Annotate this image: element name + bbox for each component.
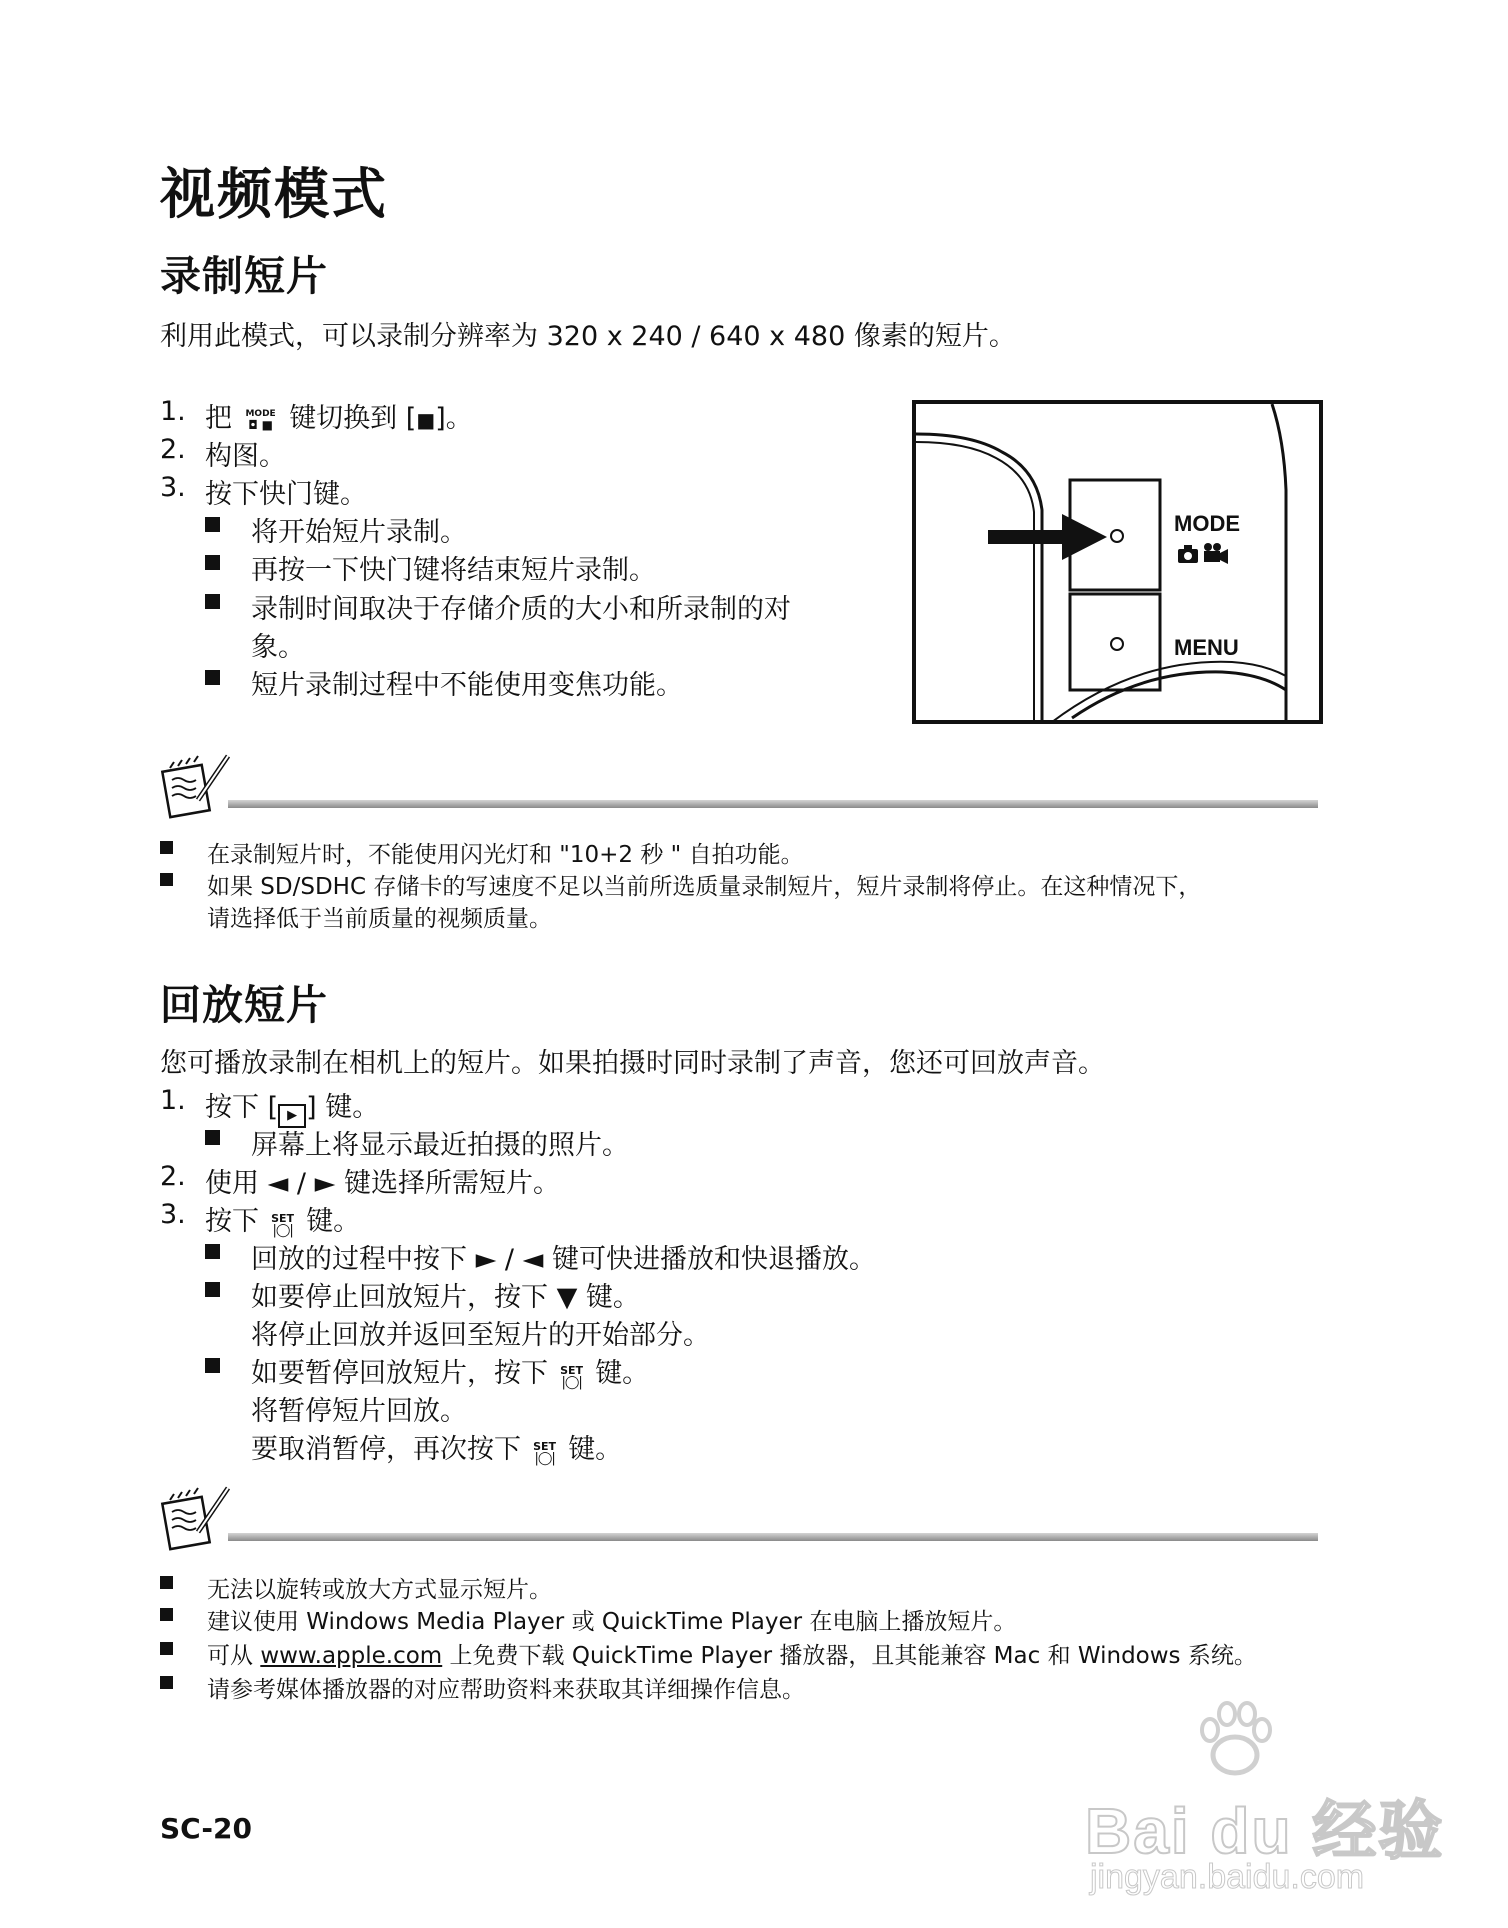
- bullet-square-icon: [160, 1576, 173, 1589]
- mode-button-icon: MODE ◘ ■: [245, 409, 276, 432]
- list-item-text: 屏幕上将显示最近拍摄的照片。: [251, 1130, 629, 1161]
- list-item: [205, 1237, 242, 1268]
- bullet-square-icon: [160, 1608, 173, 1621]
- bullet-square-icon: [205, 594, 220, 609]
- watermark-brand: Bai du 经验: [1085, 1795, 1445, 1867]
- note-text: 请参考媒体播放器的对应帮助资料来获取其详细操作信息。: [207, 1677, 805, 1703]
- step-number: 3.: [160, 472, 186, 503]
- note-text: 建议使用 Windows Media Player 或 QuickTime Player 在电脑上播放短片。: [207, 1609, 1017, 1635]
- apple-website-link[interactable]: www.apple.com: [260, 1643, 443, 1669]
- bullet-square-icon: [160, 841, 173, 854]
- bullet-square-icon: [205, 670, 220, 685]
- note-text: 无法以旋转或放大方式显示短片。: [207, 1577, 552, 1603]
- page-number: SC-20: [160, 1812, 252, 1845]
- list-item-text: 短片录制过程中不能使用变焦功能。: [251, 670, 683, 701]
- step-number: 1.: [160, 1085, 186, 1116]
- note-text-continued: 请选择低于当前质量的视频质量。: [207, 906, 552, 932]
- step-2-record: 构图。: [205, 441, 286, 472]
- playback-button-icon: ▶: [278, 1104, 306, 1128]
- note-text: 在录制短片时，不能使用闪光灯和 "10+2 秒 " 自拍功能。: [207, 842, 804, 868]
- set-button-icon: SET |◯|: [271, 1212, 295, 1238]
- step-number: 2.: [160, 1161, 186, 1192]
- mode-label: MODE: [1174, 511, 1240, 536]
- step-number: 2.: [160, 434, 186, 465]
- bullet-square-icon: [205, 1130, 220, 1145]
- list-item-text: 如要暂停回放短片，按下 SET |◯| 键。: [251, 1358, 650, 1390]
- list-item: [205, 663, 242, 694]
- section-heading-record: 录制短片: [160, 252, 328, 300]
- list-item: [205, 1275, 242, 1306]
- step-number: 3.: [160, 1199, 186, 1230]
- step-number: 1.: [160, 396, 186, 427]
- list-item-text: 回放的过程中按下 ► / ◄ 键可快进播放和快退播放。: [251, 1244, 876, 1275]
- bullet-square-icon: [205, 555, 220, 570]
- note-text: 如果 SD/SDHC 存储卡的写速度不足以当前所选质量录制短片，短片录制将停止。在这种情况下，: [207, 874, 1202, 900]
- baidu-paw-icon: [1190, 1700, 1280, 1784]
- list-item: [205, 1351, 242, 1382]
- bullet-square-icon: [160, 873, 173, 886]
- page-title: 视频模式: [160, 162, 389, 226]
- note-text: 可从 www.apple.com 上免费下载 QuickTime Player 播放器，且其能兼容 Mac 和 Windows 系统。: [207, 1643, 1257, 1669]
- list-item: [205, 1123, 242, 1154]
- bullet-square-icon: [205, 517, 220, 532]
- watermark-url: jingyan.baidu.com: [1090, 1858, 1365, 1896]
- bullet-square-icon: [205, 1282, 220, 1297]
- note-divider: [228, 800, 1318, 808]
- note-item: [160, 1571, 207, 1597]
- list-item-text: 将开始短片录制。: [251, 517, 467, 548]
- list-item-text: 再按一下快门键将结束短片录制。: [251, 555, 656, 586]
- note-item: [160, 868, 207, 894]
- section-intro-record: 利用此模式，可以录制分辨率为 320 x 240 / 640 x 480 像素的短片。: [160, 321, 1016, 352]
- list-item-text-continued: 象。: [251, 632, 305, 663]
- set-button-icon: SET |◯|: [533, 1440, 557, 1466]
- step-3-playback: 按下 SET |◯| 键。: [205, 1206, 361, 1238]
- note-pencil-icon: [158, 750, 233, 820]
- note-item: [160, 836, 207, 862]
- note-item: [160, 1603, 207, 1629]
- list-item-text: 如要停止回放短片，按下 ▼ 键。: [251, 1282, 640, 1313]
- list-item-text-continued: 将停止回放并返回至短片的开始部分。: [251, 1320, 710, 1351]
- note-item: [160, 1671, 207, 1697]
- movie-mode-icon: ■: [416, 408, 436, 432]
- set-button-icon: SET |◯|: [560, 1364, 584, 1390]
- bullet-square-icon: [160, 1676, 173, 1689]
- step-1-playback: 按下 [ ▶ ] 键。: [205, 1085, 379, 1128]
- list-item: [205, 510, 242, 541]
- camera-mode-figure: [912, 400, 1323, 724]
- bullet-square-icon: [205, 1244, 220, 1259]
- bullet-square-icon: [160, 1642, 173, 1655]
- note-divider: [228, 1533, 1318, 1541]
- list-item: [205, 548, 242, 579]
- note-pencil-icon: [158, 1482, 233, 1552]
- step-2-playback: 使用 ◄ / ► 键选择所需短片。: [205, 1168, 560, 1199]
- bullet-square-icon: [205, 1358, 220, 1373]
- section-heading-playback: 回放短片: [160, 981, 328, 1029]
- menu-label: MENU: [1174, 635, 1239, 660]
- note-item: [160, 1637, 207, 1663]
- list-item-text-continued: 要取消暂停，再次按下 SET |◯| 键。: [251, 1434, 623, 1466]
- list-item-text: 录制时间取决于存储介质的大小和所录制的对: [251, 594, 791, 625]
- list-item-text-continued: 将暂停短片回放。: [251, 1396, 467, 1427]
- step-1-record: 把 MODE ◘ ■ 键切换到 [■]。: [205, 403, 473, 434]
- list-item: [205, 587, 242, 618]
- section-intro-playback: 您可播放录制在相机上的短片。如果拍摄时同时录制了声音，您还可回放声音。: [160, 1048, 1105, 1079]
- step-3-record: 按下快门键。: [205, 479, 367, 510]
